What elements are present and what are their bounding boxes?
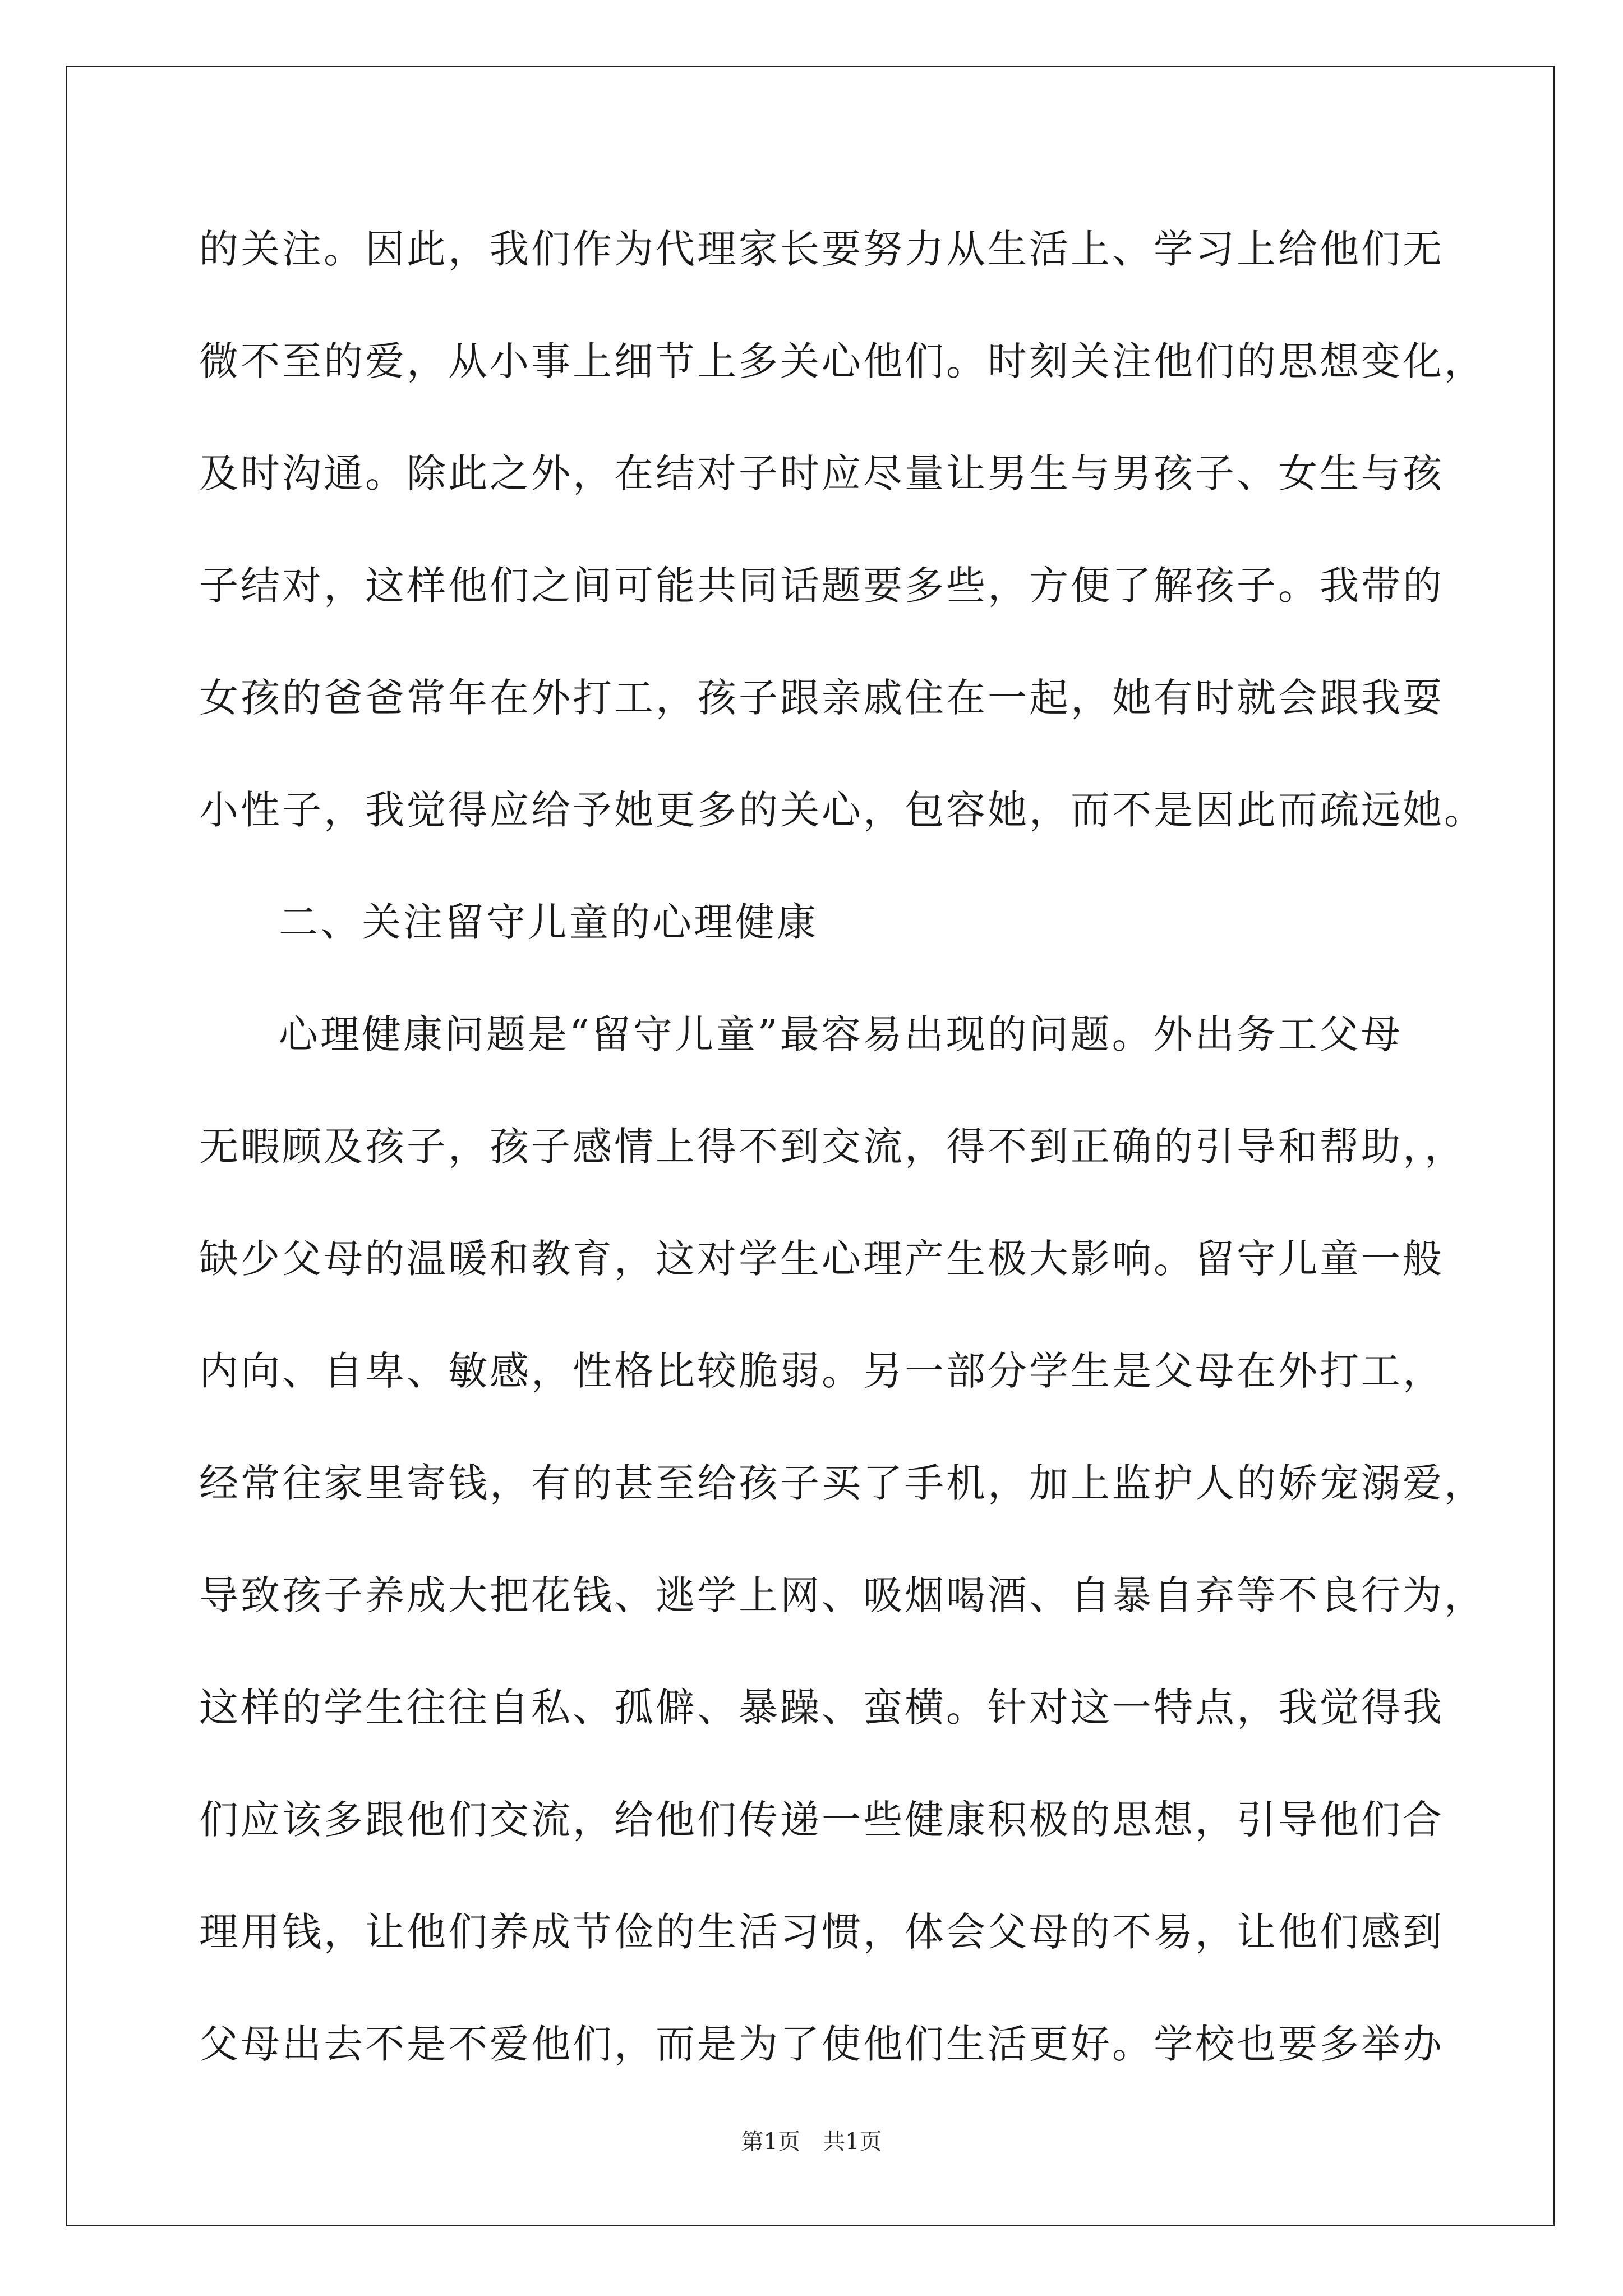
text-line: 微不至的爱，从小事上细节上多关心他们。时刻关注他们的思想变化， <box>199 338 1486 384</box>
text-line: 心理健康问题是“留守儿童”最容易出现的问题。外出务工父母 <box>279 1011 1403 1057</box>
text-line: 小性子，我觉得应给予她更多的关心，包容她，而不是因此而疏远她。 <box>199 787 1486 833</box>
text-line: 缺少父母的温暖和教育，这对学生心理产生极大影响。留守儿童一般 <box>199 1236 1444 1282</box>
text-line: 父母出去不是不爱他们，而是为了使他们生活更好。学校也要多举办 <box>199 2021 1444 2067</box>
section-heading: 二、关注留守儿童的心理健康 <box>279 899 818 945</box>
text-line: 经常往家里寄钱，有的甚至给孩子买了手机，加上监护人的娇宠溺爱， <box>199 1460 1486 1506</box>
text-line: 女孩的爸爸常年在外打工，孩子跟亲戚住在一起，她有时就会跟我耍 <box>199 675 1444 721</box>
page-number-footer: 第1页 共1页 <box>741 2129 882 2155</box>
text-line: 内向、自卑、敏感，性格比较脆弱。另一部分学生是父母在外打工， <box>199 1348 1444 1394</box>
text-line: 子结对，这样他们之间可能共同话题要多些，方便了解孩子。我带的 <box>199 563 1444 609</box>
text-line: 这样的学生往往自私、孤僻、暴躁、蛮横。针对这一特点，我觉得我 <box>199 1685 1444 1731</box>
text-line: 们应该多跟他们交流，给他们传递一些健康积极的思想，引导他们合 <box>199 1797 1444 1843</box>
text-line: 导致孩子养成大把花钱、逃学上网、吸烟喝酒、自暴自弃等不良行为， <box>199 1572 1486 1618</box>
text-line: 无暇顾及孩子，孩子感情上得不到交流，得不到正确的引导和帮助，， <box>199 1124 1466 1170</box>
text-line: 及时沟通。除此之外，在结对子时应尽量让男生与男孩子、女生与孩 <box>199 450 1444 496</box>
text-line: 的关注。因此，我们作为代理家长要努力从生活上、学习上给他们无 <box>199 226 1444 272</box>
text-line: 理用钱，让他们养成节俭的生活习惯，体会父母的不易，让他们感到 <box>199 1909 1444 1955</box>
